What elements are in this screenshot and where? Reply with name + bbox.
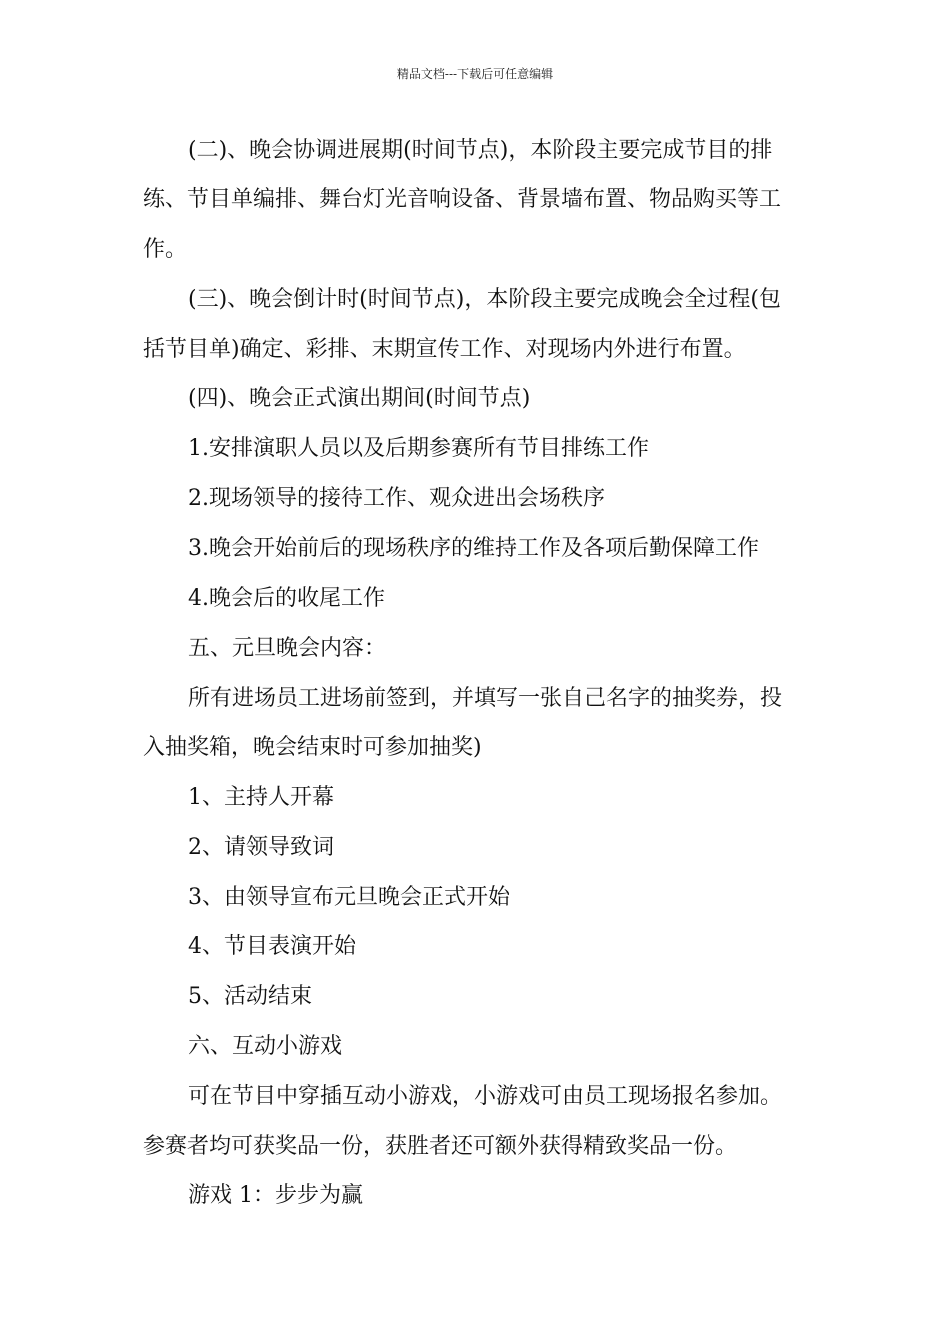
subheading: 游戏 1：步步为赢	[188, 1183, 363, 1208]
paragraph-line: (三)、晚会倒计时(时间节点)，本阶段主要完成晚会全过程(包	[188, 287, 781, 312]
list-item: 4.晚会后的收尾工作	[188, 586, 385, 611]
list-item: 2.现场领导的接待工作、观众进出会场秩序	[188, 486, 605, 511]
paragraph-line: 练、节目单编排、舞台灯光音响设备、背景墙布置、物品购买等工	[143, 187, 782, 212]
section-heading: 五、元旦晚会内容：	[188, 636, 387, 661]
paragraph-line: 入抽奖箱，晚会结束时可参加抽奖)	[143, 735, 482, 760]
paragraph-line: 括节目单)确定、彩排、末期宣传工作、对现场内外进行布置。	[143, 337, 746, 362]
paragraph-line: 所有进场员工进场前签到，并填写一张自己名字的抽奖券，投	[188, 686, 783, 711]
list-item: 3、由领导宣布元旦晚会正式开始	[188, 885, 510, 910]
paragraph-line: (二)、晚会协调进展期(时间节点)，本阶段主要完成节目的排	[188, 138, 773, 163]
page-header: 精品文档---下载后可任意编辑	[396, 67, 554, 81]
list-item: 5、活动结束	[188, 984, 312, 1009]
paragraph-line: 参赛者均可获奖品一份，获胜者还可额外获得精致奖品一份。	[143, 1134, 738, 1159]
list-item: 4、节目表演开始	[188, 934, 356, 959]
list-item: 2、请领导致词	[188, 835, 334, 860]
paragraph-line: 作。	[143, 237, 188, 262]
list-item: 1.安排演职人员以及后期参赛所有节目排练工作	[188, 436, 649, 461]
paragraph-line: (四)、晚会正式演出期间(时间节点)	[188, 386, 531, 411]
section-heading: 六、互动小游戏	[188, 1034, 343, 1059]
list-item: 1、主持人开幕	[188, 785, 334, 810]
paragraph-line: 可在节目中穿插互动小游戏，小游戏可由员工现场报名参加。	[188, 1084, 783, 1109]
list-item: 3.晚会开始前后的现场秩序的维持工作及各项后勤保障工作	[188, 536, 759, 561]
